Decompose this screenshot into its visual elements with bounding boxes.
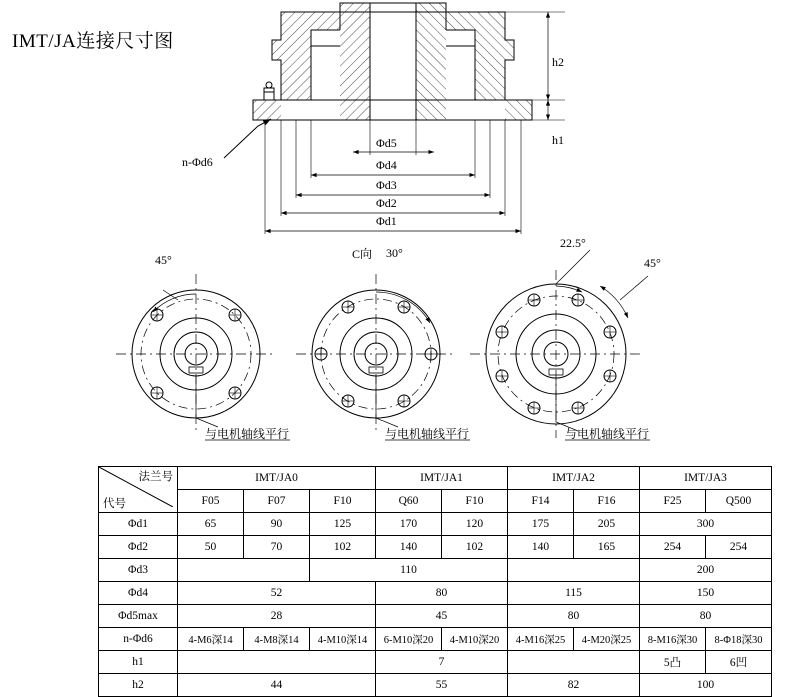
cell-d5-45: 45	[376, 605, 508, 628]
label-h2: h2	[552, 55, 564, 69]
note-parallel-middle: 与电机轴线平行	[385, 427, 470, 441]
cell-d2-f07: 70	[244, 536, 310, 559]
note-parallel-right: 与电机轴线平行	[565, 427, 650, 441]
cell-d4-150: 150	[640, 582, 772, 605]
label-angle-45-right: 45°	[644, 256, 661, 270]
cell-h1-f25: 5凸	[640, 651, 706, 674]
cell-d1-f05: 65	[178, 513, 244, 536]
code-q500: Q500	[706, 490, 772, 513]
cell-d2-q500: 254	[706, 536, 772, 559]
group-header-ja0: IMT/JA0	[178, 467, 376, 490]
cell-d2-f10a: 102	[310, 536, 376, 559]
row-label-phi-d1: Φd1	[99, 513, 178, 536]
cell-d6-f16: 4-M20深25	[574, 628, 640, 651]
cell-d6-f25: 8-M16深30	[640, 628, 706, 651]
code-f07: F07	[244, 490, 310, 513]
table-corner-cell	[99, 467, 178, 513]
cell-h1-7: 7	[376, 651, 508, 674]
cell-d3-200: 200	[640, 559, 772, 582]
label-angle-45-left: 45°	[155, 253, 172, 267]
row-label-h2: h2	[99, 674, 178, 697]
group-header-ja1: IMT/JA1	[376, 467, 508, 490]
code-f14: F14	[508, 490, 574, 513]
cell-d5-28: 28	[178, 605, 376, 628]
row-label-phi-d3: Φd3	[99, 559, 178, 582]
cell-d1-f14: 175	[508, 513, 574, 536]
row-label-phi-d4: Φd4	[99, 582, 178, 605]
row-label-n-phi-d6: n-Φd6	[99, 628, 178, 651]
cell-d1-f07: 90	[244, 513, 310, 536]
cell-d3-110: 110	[310, 559, 508, 582]
cell-h1-q500: 6凹	[706, 651, 772, 674]
code-q60: Q60	[376, 490, 442, 513]
cell-d3-blank-b	[508, 559, 640, 582]
cell-d6-f10a: 4-M10深14	[310, 628, 376, 651]
cell-d2-f05: 50	[178, 536, 244, 559]
row-label-phi-d5max: Φd5max	[99, 605, 178, 628]
label-phi-d4: Φd4	[376, 158, 397, 172]
cell-d4-80: 80	[376, 582, 508, 605]
label-h1: h1	[552, 133, 564, 147]
table-row	[99, 628, 772, 651]
label-view-c: C向	[352, 247, 373, 261]
cell-d3-blank-a	[178, 559, 310, 582]
table-row-header-group	[99, 467, 772, 490]
label-phi-d3: Φd3	[376, 178, 397, 192]
table-corner-bottom: 代号	[103, 498, 126, 510]
table-row	[99, 651, 772, 674]
table-row	[99, 674, 772, 697]
note-parallel-left: 与电机轴线平行	[205, 427, 290, 441]
code-f10-b: F10	[442, 490, 508, 513]
label-phi-d2: Φd2	[376, 196, 397, 210]
code-f10-a: F10	[310, 490, 376, 513]
label-angle-22-5: 22.5°	[560, 236, 586, 250]
table-corner-top: 法兰号	[138, 471, 173, 483]
label-n-phi-d6: n-Φd6	[182, 155, 213, 169]
group-header-ja2: IMT/JA2	[508, 467, 640, 490]
table-row	[99, 536, 772, 559]
cell-h1-blank-b	[508, 651, 640, 674]
cell-d2-q60: 140	[376, 536, 442, 559]
cell-d4-115: 115	[508, 582, 640, 605]
cell-d6-f14: 4-M16深25	[508, 628, 574, 651]
code-f05: F05	[178, 490, 244, 513]
table-row	[99, 513, 772, 536]
cell-d6-f07: 4-M8深14	[244, 628, 310, 651]
table-row	[99, 605, 772, 628]
cell-h2-100: 100	[640, 674, 772, 697]
spec-table	[98, 466, 772, 697]
cell-d5-80b: 80	[640, 605, 772, 628]
cell-d1-f16: 205	[574, 513, 640, 536]
label-phi-d1: Φd1	[376, 214, 397, 228]
cell-d5-80a: 80	[508, 605, 640, 628]
cell-d2-f14: 140	[508, 536, 574, 559]
cell-d1-f10b: 120	[442, 513, 508, 536]
cell-d6-q500: 8-Φ18深30	[706, 628, 772, 651]
label-angle-30: 30°	[386, 246, 403, 260]
code-f16: F16	[574, 490, 640, 513]
cell-d1-q60: 170	[376, 513, 442, 536]
cell-d4-52: 52	[178, 582, 376, 605]
cell-d1-ja3: 300	[640, 513, 772, 536]
cell-d2-f16: 165	[574, 536, 640, 559]
cell-h2-82: 82	[508, 674, 640, 697]
cell-d6-f10b: 4-M10深20	[442, 628, 508, 651]
cell-d6-f05: 4-M6深14	[178, 628, 244, 651]
cell-d6-q60: 6-M10深20	[376, 628, 442, 651]
label-phi-d5: Φd5	[376, 136, 397, 150]
table-row	[99, 582, 772, 605]
cell-h2-55: 55	[376, 674, 508, 697]
cell-d1-f10a: 125	[310, 513, 376, 536]
group-header-ja3: IMT/JA3	[640, 467, 772, 490]
cell-h2-44: 44	[178, 674, 376, 697]
code-f25: F25	[640, 490, 706, 513]
page-title: IMT/JA连接尺寸图	[12, 31, 174, 52]
cell-d2-f25: 254	[640, 536, 706, 559]
cell-h1-blank-a	[178, 651, 376, 674]
row-label-h1: h1	[99, 651, 178, 674]
cell-d2-f10b: 102	[442, 536, 508, 559]
table-row	[99, 559, 772, 582]
table-row-codes	[99, 490, 772, 513]
row-label-phi-d2: Φd2	[99, 536, 178, 559]
